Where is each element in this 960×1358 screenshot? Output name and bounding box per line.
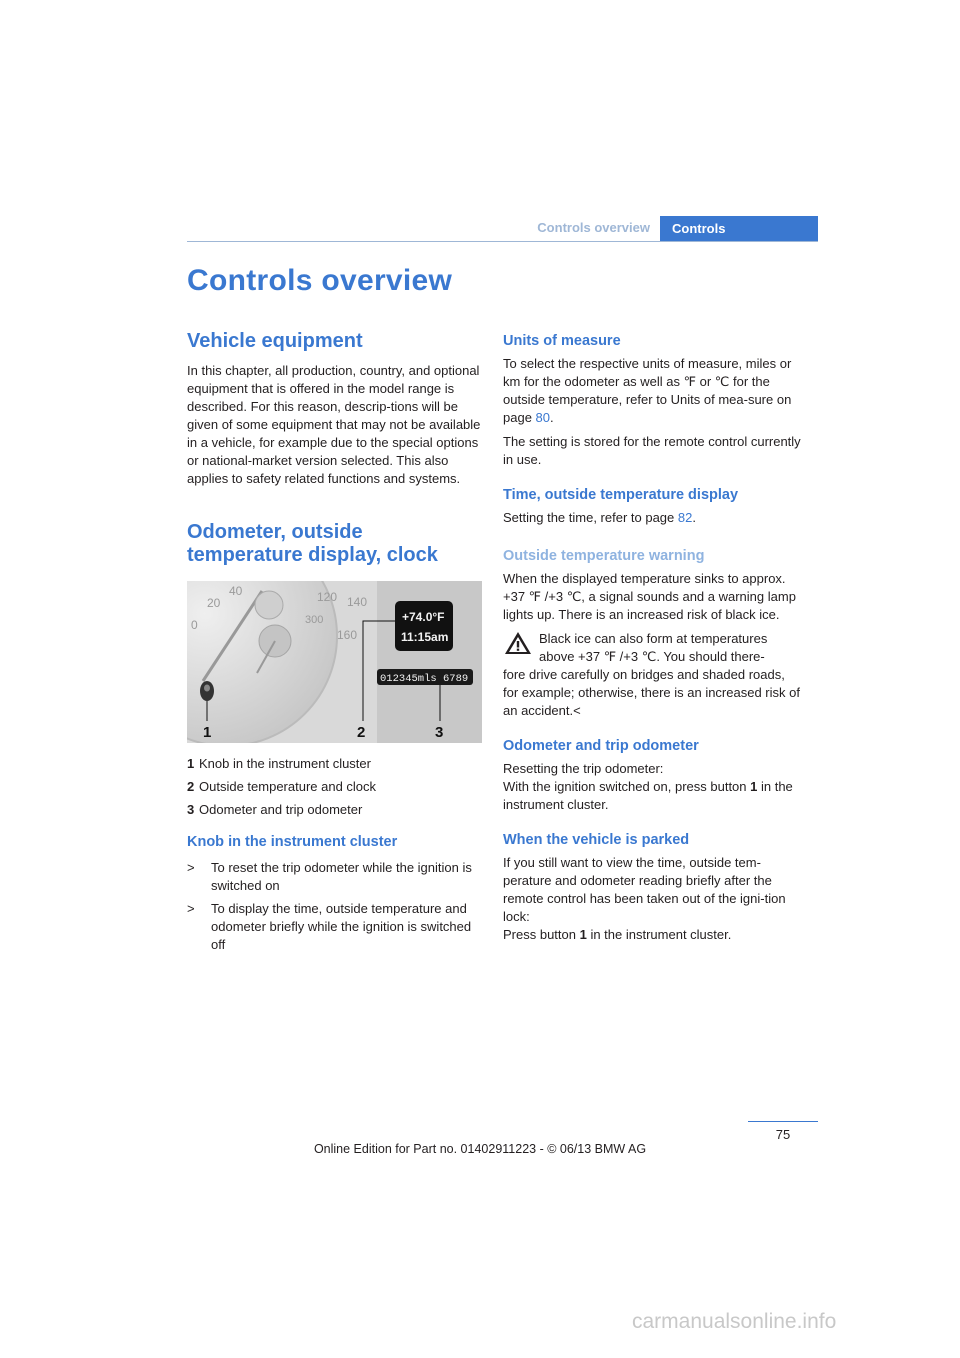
odometer-readout: 012345mls 6789 (380, 673, 469, 685)
bullet-marker: > (187, 901, 195, 916)
page-number: 75 (775, 1127, 791, 1142)
legend-item (187, 778, 482, 796)
time-display-end: . (692, 510, 696, 525)
warning-note-text: fore drive carefully on bridges and shaded roads, for example; otherwise, there is an increased risk of an accident. (503, 667, 800, 718)
odometer-heading-line2: temperature display, clock (187, 544, 438, 566)
svg-text:160: 160 (337, 628, 358, 642)
end-mark: < (573, 703, 581, 718)
units-body (503, 355, 803, 427)
time-display-body (503, 509, 803, 527)
button-ref: 1 (579, 927, 587, 942)
knob-heading: Knob in the instrument cluster (187, 834, 398, 850)
svg-text:20: 20 (207, 596, 221, 610)
legend-item (187, 801, 482, 819)
units-body-end: . (550, 410, 554, 425)
units-body2: The setting is stored for the remote control currently in use. (503, 434, 801, 467)
temp-warning-heading: Outside temperature warning (503, 548, 705, 564)
page-reference-link[interactable]: 82 (677, 510, 693, 525)
time-display-text: Setting the time, refer to page (503, 510, 678, 525)
odometer-heading (187, 521, 482, 567)
bullet-text: To reset the trip odometer while the ignition is switched on (211, 860, 472, 893)
vehicle-equipment-body: In this chapter, all production, country, and optional equipment that is offered in the model range is described. For this reason, descrip-tions will be given of some equipment that may not be available in a vehicle, for example due to the special options or national-market version selected. This also applies to safety related functions and systems. (187, 363, 481, 486)
legend-text: Knob in the instrument cluster (199, 756, 371, 771)
svg-text:140: 140 (347, 595, 368, 609)
vehicle-equipment-heading: Vehicle equipment (187, 330, 363, 352)
display-temperature: +74.0°F (402, 610, 445, 624)
svg-text:300: 300 (305, 614, 324, 626)
units-body-text: To select the respective units of measure, miles or km for the odometer as well as ℉ or ℃ for the outside temperature, refer to Units of mea-sure on page (503, 356, 792, 425)
legend-item (187, 755, 482, 773)
parked-heading: When the vehicle is parked (503, 832, 690, 848)
instrument-cluster-figure (187, 581, 482, 743)
trip-odometer-line1: Resetting the trip odometer: (503, 761, 664, 776)
warning-note-lines (539, 630, 767, 666)
callout-3: 3 (435, 724, 444, 741)
legend-text: Outside temperature and clock (199, 779, 377, 794)
trip-odometer-text-end: in the instrument cluster. (503, 779, 793, 812)
bullet-marker: > (187, 860, 195, 875)
edition-footer: Online Edition for Part no. 01402911223 - © 06/13 BMW AG (313, 1142, 647, 1156)
warning-note-line2: above +37 ℉ /+3 ℃. You should there- (539, 649, 765, 664)
legend-num: 3 (187, 802, 195, 817)
bullet-item (187, 900, 482, 954)
chapter-tab-label: Controls (672, 221, 726, 236)
right-column (503, 332, 803, 944)
callout-1: 1 (203, 724, 212, 741)
bullet-text: To display the time, outside temperature and odometer briefly while the ignition is switched off (211, 901, 472, 952)
parked-text-end: in the instrument cluster. (586, 927, 732, 942)
header-rule (187, 241, 818, 242)
units-heading: Units of measure (503, 333, 621, 349)
warning-note-line1: Black ice can also form at temperatures (539, 631, 768, 646)
instrument-cluster-illustration (187, 581, 482, 743)
odometer-heading-line1: Odometer, outside (187, 521, 363, 543)
svg-text:0: 0 (191, 618, 198, 632)
callout-2: 2 (357, 724, 366, 741)
trip-odometer-text: With the ignition switched on, press button (503, 779, 751, 794)
page-reference-link[interactable]: 80 (535, 410, 551, 425)
footer-rule (748, 1121, 818, 1122)
running-header-section: Controls overview (537, 220, 650, 235)
display-time: 11:15am (401, 630, 449, 644)
bullet-item (187, 859, 482, 895)
svg-text:120: 120 (317, 590, 338, 604)
left-column (187, 330, 482, 959)
chapter-tab (660, 216, 818, 242)
watermark: carmanualsonline.info (632, 1310, 837, 1333)
legend-num: 1 (187, 756, 195, 771)
page-title: Controls overview (187, 264, 453, 297)
warning-triangle-icon (503, 630, 533, 656)
svg-text:40: 40 (229, 584, 243, 598)
trip-odometer-line2 (503, 778, 803, 814)
button-ref: 1 (750, 779, 758, 794)
warning-note-rest (503, 666, 803, 720)
parked-line2 (503, 926, 803, 944)
legend-num: 2 (187, 779, 195, 794)
figure-legend (187, 755, 482, 819)
temp-warning-body: When the displayed temperature sinks to approx. +37 ℉ /+3 ℃, a signal sounds and a warning lamp lights up. There is an increased risk of black ice. (503, 571, 796, 622)
parked-body: If you still want to view the time, outside tem-perature and odometer reading briefly after the remote control has been taken out of the igni-tion lock: (503, 855, 786, 924)
warning-note (503, 630, 803, 666)
legend-text: Odometer and trip odometer (199, 802, 363, 817)
trip-odometer-heading: Odometer and trip odometer (503, 738, 699, 754)
parked-text: Press button (503, 927, 580, 942)
time-display-heading: Time, outside temperature display (503, 487, 739, 503)
